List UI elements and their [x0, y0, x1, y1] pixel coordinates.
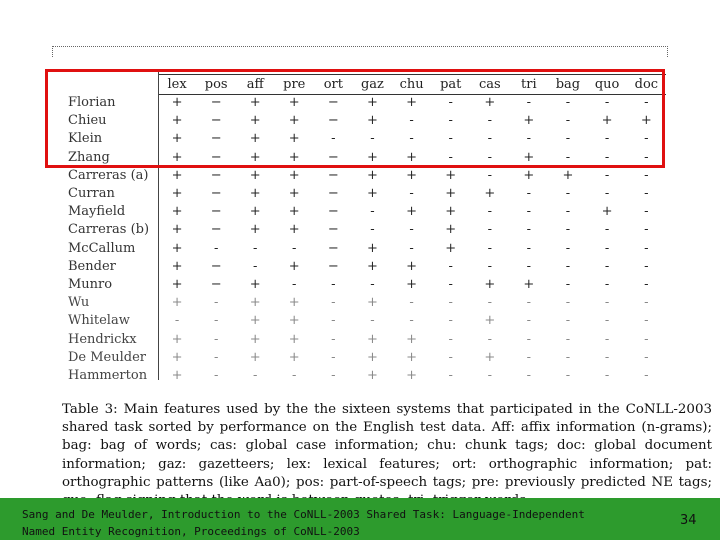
feature-cell-cas: + [484, 276, 496, 292]
system-name: Hammerton [68, 367, 148, 380]
feature-cell-bag: - [565, 313, 571, 329]
feature-cell-tri: - [526, 258, 532, 274]
feature-cell-pat: - [448, 295, 453, 311]
feature-cell-tri: - [526, 349, 532, 365]
feature-cell-gaz: + [366, 295, 378, 311]
feature-cell-chu: - [409, 240, 414, 256]
feature-cell-lex: + [171, 149, 183, 165]
system-name: Whitelaw [68, 313, 130, 329]
table-row [54, 330, 666, 348]
feature-cell-doc: - [644, 313, 649, 329]
system-name: Carreras (b) [68, 222, 150, 238]
feature-cell-pre: + [288, 204, 300, 220]
table-row [54, 203, 666, 221]
system-name: Wu [68, 295, 90, 311]
feature-cell-tri: + [523, 167, 535, 183]
feature-cell-tri: - [526, 204, 532, 220]
feature-cell-gaz: + [366, 349, 378, 365]
feature-cell-pre: + [288, 258, 300, 274]
feature-cell-tri: + [523, 149, 535, 165]
highlight-box [45, 69, 665, 168]
system-name: De Meulder [68, 349, 147, 365]
column-header-ort: ort [323, 77, 343, 92]
feature-cell-lex: + [171, 95, 183, 111]
feature-cell-lex: + [171, 240, 183, 256]
feature-cell-bag: - [565, 149, 571, 165]
feature-cell-pat: + [445, 204, 457, 220]
feature-cell-pat: - [448, 367, 453, 380]
feature-cell-cas: + [484, 349, 496, 365]
feature-cell-pat: - [448, 349, 453, 365]
feature-cell-doc: - [644, 240, 649, 256]
feature-cell-quo: + [601, 113, 613, 129]
feature-cell-pos: − [210, 258, 222, 274]
feature-cell-chu: - [409, 313, 414, 329]
feature-cell-chu: + [406, 149, 418, 165]
feature-cell-ort: − [327, 186, 339, 202]
feature-cell-quo: - [604, 276, 610, 292]
feature-cell-aff: + [249, 222, 261, 238]
feature-cell-bag: - [565, 95, 571, 111]
feature-cell-gaz: - [370, 313, 375, 329]
feature-cell-aff: + [249, 113, 261, 129]
feature-cell-doc: - [644, 149, 649, 165]
feature-cell-pre: + [288, 313, 300, 329]
feature-cell-bag: - [565, 331, 571, 347]
citation [22, 506, 602, 540]
feature-cell-quo: - [604, 258, 610, 274]
feature-cell-cas: - [487, 167, 493, 183]
feature-cell-ort: - [331, 313, 336, 329]
system-name: McCallum [68, 240, 136, 256]
feature-cell-quo: - [604, 313, 610, 329]
feature-cell-pos: - [213, 313, 219, 329]
feature-cell-quo: - [604, 167, 610, 183]
feature-cell-pos: − [210, 149, 222, 165]
feature-cell-pat: + [445, 240, 457, 256]
dotted-frame [52, 46, 668, 57]
feature-cell-pat: - [448, 131, 453, 147]
feature-cell-pos: − [210, 95, 222, 111]
feature-cell-ort: − [327, 240, 339, 256]
feature-cell-cas: + [484, 313, 496, 329]
feature-cell-chu: + [406, 367, 418, 380]
table-row [54, 367, 666, 380]
table-row [54, 258, 666, 276]
feature-cell-doc: + [640, 113, 652, 129]
feature-cell-pre: + [288, 331, 300, 347]
feature-cell-ort: − [327, 95, 339, 111]
citation-line-2: Named Entity Recognition, Proceedings of CoNLL-2003 [22, 525, 360, 538]
system-name: Mayfield [68, 204, 126, 220]
system-name: Hendrickx [68, 331, 137, 347]
feature-cell-gaz: + [366, 167, 378, 183]
feature-cell-cas: - [487, 240, 493, 256]
feature-cell-pat: + [445, 186, 457, 202]
system-name: Florian [68, 95, 116, 111]
feature-cell-lex: + [171, 258, 183, 274]
feature-cell-pos: - [213, 331, 219, 347]
feature-cell-pre: - [292, 240, 297, 256]
feature-cell-ort: − [327, 258, 339, 274]
feature-cell-gaz: - [370, 276, 375, 292]
feature-cell-pos: - [213, 240, 219, 256]
feature-cell-cas: - [487, 131, 493, 147]
feature-cell-chu: + [406, 276, 418, 292]
feature-cell-lex: + [171, 131, 183, 147]
feature-cell-doc: - [644, 186, 649, 202]
column-header-pos: pos [204, 77, 228, 92]
feature-cell-ort: − [327, 167, 339, 183]
feature-cell-gaz: + [366, 258, 378, 274]
feature-cell-pos: - [213, 295, 219, 311]
feature-cell-bag: - [565, 367, 571, 380]
feature-cell-ort: - [331, 349, 336, 365]
table-row [54, 276, 666, 294]
feature-cell-gaz: - [370, 131, 375, 147]
feature-cell-ort: − [327, 113, 339, 129]
feature-cell-chu: - [409, 222, 414, 238]
feature-cell-pat: - [448, 95, 453, 111]
column-header-pre: pre [283, 77, 306, 92]
feature-cell-gaz: + [366, 113, 378, 129]
feature-cell-pre: + [288, 131, 300, 147]
system-name: Munro [68, 276, 113, 292]
feature-cell-aff: + [249, 313, 261, 329]
feature-cell-lex: + [171, 349, 183, 365]
feature-cell-lex: + [171, 186, 183, 202]
feature-cell-pre: - [292, 276, 297, 292]
feature-cell-ort: - [331, 367, 336, 380]
feature-cell-cas: + [484, 95, 496, 111]
feature-cell-bag: - [565, 131, 571, 147]
feature-cell-pre: + [288, 295, 300, 311]
table-row [54, 185, 666, 203]
feature-cell-tri: - [526, 295, 532, 311]
feature-cell-lex: + [171, 276, 183, 292]
table-row [54, 240, 666, 258]
feature-cell-aff: + [249, 186, 261, 202]
feature-cell-chu: + [406, 349, 418, 365]
feature-cell-tri: - [526, 131, 532, 147]
feature-cell-aff: + [249, 276, 261, 292]
feature-cell-pre: + [288, 349, 300, 365]
feature-cell-quo: - [604, 186, 610, 202]
feature-cell-cas: - [487, 367, 493, 380]
feature-cell-chu: - [409, 113, 414, 129]
table-row [54, 167, 666, 185]
feature-cell-gaz: - [370, 222, 375, 238]
feature-cell-chu: - [409, 295, 414, 311]
feature-cell-doc: - [644, 331, 649, 347]
system-name: Chieu [68, 113, 107, 129]
feature-cell-tri: - [526, 331, 532, 347]
column-header-bag: bag [555, 77, 581, 92]
feature-cell-pat: + [445, 222, 457, 238]
feature-cell-tri: - [526, 222, 532, 238]
feature-cell-aff: + [249, 149, 261, 165]
feature-cell-tri: + [523, 276, 535, 292]
feature-cell-chu: + [406, 95, 418, 111]
feature-cell-lex: + [171, 295, 183, 311]
system-name: Zhang [68, 149, 110, 165]
feature-cell-ort: − [327, 149, 339, 165]
feature-cell-ort: - [331, 295, 336, 311]
feature-cell-aff: - [253, 240, 258, 256]
feature-cell-chu: + [406, 258, 418, 274]
feature-cell-quo: - [604, 222, 610, 238]
table-row [54, 221, 666, 239]
feature-cell-quo: - [604, 331, 610, 347]
feature-cell-doc: - [644, 258, 649, 274]
feature-cell-ort: - [331, 131, 336, 147]
feature-cell-pos: − [210, 276, 222, 292]
feature-cell-pre: + [288, 113, 300, 129]
feature-cell-ort: − [327, 222, 339, 238]
feature-cell-doc: - [644, 222, 649, 238]
feature-cell-bag: - [565, 222, 571, 238]
feature-cell-doc: - [644, 131, 649, 147]
feature-cell-bag: - [565, 295, 571, 311]
feature-cell-aff: + [249, 167, 261, 183]
feature-cell-pre: + [288, 186, 300, 202]
system-name: Bender [68, 258, 116, 274]
feature-cell-pre: - [292, 367, 297, 380]
feature-cell-gaz: + [366, 331, 378, 347]
column-header-quo: quo [594, 77, 620, 92]
feature-cell-cas: - [487, 204, 493, 220]
feature-cell-lex: + [171, 222, 183, 238]
feature-cell-pre: + [288, 222, 300, 238]
feature-cell-cas: - [487, 258, 493, 274]
feature-cell-ort: - [331, 276, 336, 292]
feature-cell-pos: - [213, 367, 219, 380]
feature-cell-doc: - [644, 367, 649, 380]
feature-cell-aff: + [249, 204, 261, 220]
feature-cell-lex: + [171, 331, 183, 347]
feature-cell-cas: - [487, 113, 493, 129]
column-header-doc: doc [634, 77, 659, 92]
feature-cell-gaz: - [370, 204, 375, 220]
feature-cell-quo: - [604, 149, 610, 165]
feature-cell-quo: - [604, 295, 610, 311]
feature-cell-pat: - [448, 313, 453, 329]
feature-cell-tri: - [526, 313, 532, 329]
column-header-cas: cas [478, 77, 501, 92]
feature-cell-lex: + [171, 367, 183, 380]
feature-cell-gaz: + [366, 149, 378, 165]
feature-cell-aff: + [249, 331, 261, 347]
feature-cell-chu: + [406, 204, 418, 220]
feature-cell-quo: - [604, 349, 610, 365]
feature-cell-chu: + [406, 331, 418, 347]
feature-cell-bag: - [565, 276, 571, 292]
page-number: 34 [680, 513, 697, 528]
feature-cell-cas: - [487, 222, 493, 238]
feature-cell-chu: + [406, 167, 418, 183]
feature-cell-quo: + [601, 204, 613, 220]
feature-cell-pos: − [210, 113, 222, 129]
system-name: Klein [68, 131, 103, 147]
feature-cell-doc: - [644, 204, 649, 220]
feature-cell-tri: - [526, 186, 532, 202]
feature-cell-doc: - [644, 167, 649, 183]
column-header-pat: pat [440, 77, 462, 92]
feature-cell-doc: - [644, 276, 649, 292]
feature-cell-doc: - [644, 95, 649, 111]
feature-cell-pos: − [210, 131, 222, 147]
feature-cell-aff: + [249, 295, 261, 311]
feature-cell-bag: + [562, 167, 574, 183]
feature-cell-aff: + [249, 95, 261, 111]
feature-cell-pos: − [210, 186, 222, 202]
feature-cell-pat: - [448, 113, 453, 129]
feature-cell-pat: - [448, 258, 453, 274]
feature-cell-quo: - [604, 367, 610, 380]
column-header-lex: lex [167, 77, 187, 92]
feature-cell-pos: − [210, 204, 222, 220]
feature-cell-doc: - [644, 349, 649, 365]
feature-cell-pos: − [210, 222, 222, 238]
system-name: Curran [68, 186, 115, 202]
feature-cell-cas: + [484, 186, 496, 202]
feature-cell-quo: - [604, 131, 610, 147]
system-name: Carreras (a) [68, 167, 149, 183]
feature-cell-bag: - [565, 240, 571, 256]
feature-cell-chu: - [409, 131, 414, 147]
feature-cell-pat: + [445, 167, 457, 183]
table-row [54, 349, 666, 367]
feature-cell-pos: − [210, 167, 222, 183]
feature-cell-gaz: + [366, 95, 378, 111]
feature-cell-pre: + [288, 167, 300, 183]
feature-cell-lex: - [174, 313, 180, 329]
feature-cell-quo: - [604, 240, 610, 256]
table-row [54, 312, 666, 330]
feature-cell-chu: - [409, 186, 414, 202]
feature-cell-lex: + [171, 167, 183, 183]
feature-cell-bag: - [565, 204, 571, 220]
feature-cell-tri: - [526, 240, 532, 256]
feature-cell-pre: + [288, 95, 300, 111]
feature-cell-pre: + [288, 149, 300, 165]
feature-cell-gaz: + [366, 240, 378, 256]
feature-cell-gaz: + [366, 367, 378, 380]
table-row [54, 294, 666, 312]
feature-cell-tri: + [523, 113, 535, 129]
feature-cell-tri: - [526, 367, 532, 380]
feature-cell-aff: + [249, 349, 261, 365]
column-header-gaz: gaz [360, 77, 384, 92]
feature-cell-pat: - [448, 331, 453, 347]
table-caption: Table 3: Main features used by the the sixteen systems that participated in the CoNLL-2003 shared task sorted by performance on the English test data. Aff: affix information (n-grams); bag: bag of words; cas: global case information; chu: chunk tags; doc: global document information; gaz: gazetteers; lex: lexical features; ort: orthographic information; pat: orthographic patterns (like Aa0); pos: part-of-speech tags; pre: previously predicted NE tags; [62, 402, 712, 490]
feature-cell-pat: - [448, 276, 453, 292]
feature-cell-cas: - [487, 149, 493, 165]
feature-cell-ort: - [331, 331, 336, 347]
feature-cell-cas: - [487, 331, 493, 347]
feature-cell-bag: - [565, 258, 571, 274]
feature-cell-pat: - [448, 149, 453, 165]
feature-cell-quo: - [604, 95, 610, 111]
feature-cell-aff: + [249, 131, 261, 147]
feature-cell-pos: - [213, 349, 219, 365]
feature-cell-bag: - [565, 186, 571, 202]
feature-cell-aff: - [253, 258, 258, 274]
feature-cell-bag: - [565, 349, 571, 365]
feature-cell-doc: - [644, 295, 649, 311]
column-header-tri: tri [521, 77, 537, 92]
feature-cell-tri: - [526, 95, 532, 111]
feature-cell-bag: - [565, 113, 571, 129]
feature-cell-cas: - [487, 295, 493, 311]
column-header-aff: aff [246, 77, 264, 92]
feature-cell-gaz: + [366, 186, 378, 202]
column-header-chu: chu [399, 77, 424, 92]
citation-line-1: Sang and De Meulder, Introduction to the CoNLL-2003 Shared Task: Language-Independent [22, 508, 585, 521]
feature-cell-aff: - [253, 367, 258, 380]
feature-cell-ort: − [327, 204, 339, 220]
feature-cell-lex: + [171, 204, 183, 220]
feature-cell-lex: + [171, 113, 183, 129]
